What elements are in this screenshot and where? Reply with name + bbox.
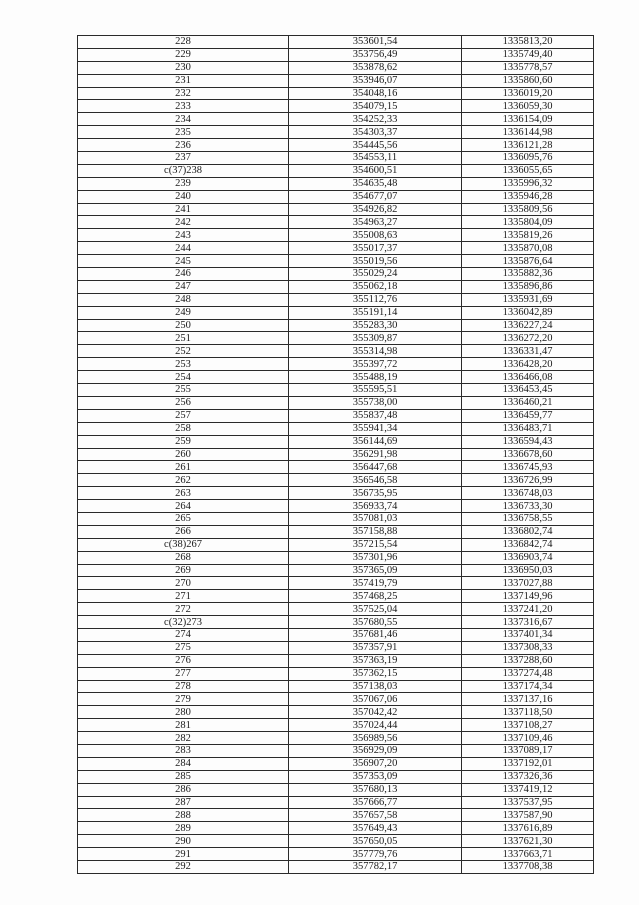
- y-coordinate-cell: 1336842,74: [462, 538, 594, 551]
- y-coordinate-cell: 1335996,32: [462, 177, 594, 190]
- table-row: [78, 164, 594, 177]
- x-coordinate-cell: 357301,96: [289, 551, 462, 564]
- point-number-cell: 280: [78, 706, 289, 719]
- y-coordinate-cell: 1336331,47: [462, 345, 594, 358]
- y-coordinate-cell: 1337663,71: [462, 848, 594, 861]
- x-coordinate-cell: 357353,09: [289, 770, 462, 783]
- point-number-cell: 230: [78, 61, 289, 74]
- y-coordinate-cell: 1337708,38: [462, 861, 594, 874]
- x-coordinate-cell: 357649,43: [289, 822, 462, 835]
- y-coordinate-cell: 1336950,03: [462, 564, 594, 577]
- table-row: [78, 500, 594, 513]
- table-row: [78, 564, 594, 577]
- y-coordinate-cell: 1335946,28: [462, 190, 594, 203]
- x-coordinate-cell: 354600,51: [289, 164, 462, 177]
- table-row: [78, 654, 594, 667]
- point-number-cell: 274: [78, 628, 289, 641]
- point-number-cell: 259: [78, 435, 289, 448]
- point-number-cell: 243: [78, 229, 289, 242]
- y-coordinate-cell: 1336227,24: [462, 319, 594, 332]
- x-coordinate-cell: 354252,33: [289, 113, 462, 126]
- table-row: [78, 551, 594, 564]
- coordinates-table-container: [77, 35, 593, 874]
- x-coordinate-cell: 356933,74: [289, 500, 462, 513]
- x-coordinate-cell: 353878,62: [289, 61, 462, 74]
- point-number-cell: с(32)273: [78, 616, 289, 629]
- point-number-cell: 249: [78, 306, 289, 319]
- point-number-cell: 242: [78, 216, 289, 229]
- point-number-cell: 282: [78, 732, 289, 745]
- point-number-cell: 269: [78, 564, 289, 577]
- table-row: [78, 641, 594, 654]
- y-coordinate-cell: 1337118,50: [462, 706, 594, 719]
- point-number-cell: 284: [78, 757, 289, 770]
- y-coordinate-cell: 1337174,34: [462, 680, 594, 693]
- point-number-cell: 291: [78, 848, 289, 861]
- y-coordinate-cell: 1336019,20: [462, 87, 594, 100]
- x-coordinate-cell: 357081,03: [289, 512, 462, 525]
- table-row: [78, 422, 594, 435]
- y-coordinate-cell: 1336055,65: [462, 164, 594, 177]
- y-coordinate-cell: 1336466,08: [462, 371, 594, 384]
- point-number-cell: 233: [78, 100, 289, 113]
- point-number-cell: 266: [78, 525, 289, 538]
- y-coordinate-cell: 1336460,21: [462, 396, 594, 409]
- y-coordinate-cell: 1337288,60: [462, 654, 594, 667]
- x-coordinate-cell: 356907,20: [289, 757, 462, 770]
- table-row: [78, 744, 594, 757]
- table-row: [78, 616, 594, 629]
- y-coordinate-cell: 1337108,27: [462, 719, 594, 732]
- table-row: [78, 577, 594, 590]
- point-number-cell: с(37)238: [78, 164, 289, 177]
- y-coordinate-cell: 1336272,20: [462, 332, 594, 345]
- table-row: [78, 461, 594, 474]
- point-number-cell: 276: [78, 654, 289, 667]
- x-coordinate-cell: 356447,68: [289, 461, 462, 474]
- y-coordinate-cell: 1337621,30: [462, 835, 594, 848]
- x-coordinate-cell: 355191,14: [289, 306, 462, 319]
- x-coordinate-cell: 355314,98: [289, 345, 462, 358]
- table-row: [78, 371, 594, 384]
- point-number-cell: 290: [78, 835, 289, 848]
- y-coordinate-cell: 1335870,08: [462, 242, 594, 255]
- x-coordinate-cell: 355062,18: [289, 280, 462, 293]
- point-number-cell: 264: [78, 500, 289, 513]
- point-number-cell: с(38)267: [78, 538, 289, 551]
- point-number-cell: 278: [78, 680, 289, 693]
- table-row: [78, 229, 594, 242]
- point-number-cell: 244: [78, 242, 289, 255]
- table-row: [78, 293, 594, 306]
- y-coordinate-cell: 1337192,01: [462, 757, 594, 770]
- table-row: [78, 603, 594, 616]
- y-coordinate-cell: 1337537,95: [462, 796, 594, 809]
- x-coordinate-cell: 355738,00: [289, 396, 462, 409]
- point-number-cell: 248: [78, 293, 289, 306]
- table-row: [78, 177, 594, 190]
- point-number-cell: 281: [78, 719, 289, 732]
- point-number-cell: 241: [78, 203, 289, 216]
- x-coordinate-cell: 356929,09: [289, 744, 462, 757]
- y-coordinate-cell: 1337027,88: [462, 577, 594, 590]
- table-row: [78, 139, 594, 152]
- table-row: [78, 706, 594, 719]
- x-coordinate-cell: 357681,46: [289, 628, 462, 641]
- y-coordinate-cell: 1336726,99: [462, 474, 594, 487]
- point-number-cell: 272: [78, 603, 289, 616]
- x-coordinate-cell: 356144,69: [289, 435, 462, 448]
- y-coordinate-cell: 1336459,77: [462, 409, 594, 422]
- x-coordinate-cell: 357680,55: [289, 616, 462, 629]
- y-coordinate-cell: 1337149,96: [462, 590, 594, 603]
- point-number-cell: 245: [78, 255, 289, 268]
- x-coordinate-cell: 357666,77: [289, 796, 462, 809]
- y-coordinate-cell: 1337241,20: [462, 603, 594, 616]
- point-number-cell: 253: [78, 358, 289, 371]
- table-row: [78, 203, 594, 216]
- y-coordinate-cell: 1337089,17: [462, 744, 594, 757]
- point-number-cell: 240: [78, 190, 289, 203]
- table-row: [78, 152, 594, 165]
- y-coordinate-cell: 1337587,90: [462, 809, 594, 822]
- y-coordinate-cell: 1335882,36: [462, 268, 594, 281]
- point-number-cell: 286: [78, 783, 289, 796]
- table-row: [78, 216, 594, 229]
- x-coordinate-cell: 357468,25: [289, 590, 462, 603]
- table-row: [78, 861, 594, 874]
- y-coordinate-cell: 1335778,57: [462, 61, 594, 74]
- x-coordinate-cell: 357357,91: [289, 641, 462, 654]
- table-row: [78, 719, 594, 732]
- x-coordinate-cell: 356989,56: [289, 732, 462, 745]
- y-coordinate-cell: 1336095,76: [462, 152, 594, 165]
- table-row: [78, 345, 594, 358]
- table-row: [78, 280, 594, 293]
- table-row: [78, 512, 594, 525]
- y-coordinate-cell: 1337137,16: [462, 693, 594, 706]
- point-number-cell: 288: [78, 809, 289, 822]
- point-number-cell: 279: [78, 693, 289, 706]
- table-row: [78, 332, 594, 345]
- point-number-cell: 251: [78, 332, 289, 345]
- point-number-cell: 250: [78, 319, 289, 332]
- y-coordinate-cell: 1337109,46: [462, 732, 594, 745]
- x-coordinate-cell: 357680,13: [289, 783, 462, 796]
- x-coordinate-cell: 353756,49: [289, 48, 462, 61]
- point-number-cell: 289: [78, 822, 289, 835]
- y-coordinate-cell: 1335876,64: [462, 255, 594, 268]
- x-coordinate-cell: 357067,06: [289, 693, 462, 706]
- coordinates-table: [77, 35, 594, 874]
- point-number-cell: 234: [78, 113, 289, 126]
- x-coordinate-cell: 355941,34: [289, 422, 462, 435]
- x-coordinate-cell: 353946,07: [289, 74, 462, 87]
- y-coordinate-cell: 1336042,89: [462, 306, 594, 319]
- table-row: [78, 268, 594, 281]
- table-row: [78, 448, 594, 461]
- point-number-cell: 257: [78, 409, 289, 422]
- table-row: [78, 319, 594, 332]
- point-number-cell: 228: [78, 36, 289, 49]
- point-number-cell: 254: [78, 371, 289, 384]
- y-coordinate-cell: 1336802,74: [462, 525, 594, 538]
- x-coordinate-cell: 357362,15: [289, 667, 462, 680]
- x-coordinate-cell: 357042,42: [289, 706, 462, 719]
- coordinates-table-body: [78, 36, 594, 874]
- point-number-cell: 261: [78, 461, 289, 474]
- table-row: [78, 796, 594, 809]
- y-coordinate-cell: 1336453,45: [462, 384, 594, 397]
- table-row: [78, 628, 594, 641]
- table-row: [78, 487, 594, 500]
- x-coordinate-cell: 354677,07: [289, 190, 462, 203]
- x-coordinate-cell: 355397,72: [289, 358, 462, 371]
- y-coordinate-cell: 1336144,98: [462, 126, 594, 139]
- table-row: [78, 757, 594, 770]
- point-number-cell: 283: [78, 744, 289, 757]
- y-coordinate-cell: 1335860,60: [462, 74, 594, 87]
- x-coordinate-cell: 357363,19: [289, 654, 462, 667]
- x-coordinate-cell: 355837,48: [289, 409, 462, 422]
- table-row: [78, 396, 594, 409]
- x-coordinate-cell: 355029,24: [289, 268, 462, 281]
- point-number-cell: 265: [78, 512, 289, 525]
- y-coordinate-cell: 1336745,93: [462, 461, 594, 474]
- table-row: [78, 255, 594, 268]
- point-number-cell: 262: [78, 474, 289, 487]
- table-row: [78, 113, 594, 126]
- x-coordinate-cell: 357158,88: [289, 525, 462, 538]
- y-coordinate-cell: 1336483,71: [462, 422, 594, 435]
- y-coordinate-cell: 1337326,36: [462, 770, 594, 783]
- x-coordinate-cell: 355019,56: [289, 255, 462, 268]
- y-coordinate-cell: 1336154,09: [462, 113, 594, 126]
- y-coordinate-cell: 1335931,69: [462, 293, 594, 306]
- y-coordinate-cell: 1336059,30: [462, 100, 594, 113]
- x-coordinate-cell: 354445,56: [289, 139, 462, 152]
- table-row: [78, 835, 594, 848]
- x-coordinate-cell: 357138,03: [289, 680, 462, 693]
- table-row: [78, 538, 594, 551]
- x-coordinate-cell: 357779,76: [289, 848, 462, 861]
- table-row: [78, 590, 594, 603]
- x-coordinate-cell: 357365,09: [289, 564, 462, 577]
- point-number-cell: 246: [78, 268, 289, 281]
- table-row: [78, 87, 594, 100]
- y-coordinate-cell: 1336594,43: [462, 435, 594, 448]
- x-coordinate-cell: 356735,95: [289, 487, 462, 500]
- point-number-cell: 275: [78, 641, 289, 654]
- table-row: [78, 667, 594, 680]
- y-coordinate-cell: 1337616,89: [462, 822, 594, 835]
- point-number-cell: 260: [78, 448, 289, 461]
- x-coordinate-cell: 355488,19: [289, 371, 462, 384]
- y-coordinate-cell: 1336758,55: [462, 512, 594, 525]
- point-number-cell: 256: [78, 396, 289, 409]
- x-coordinate-cell: 356546,58: [289, 474, 462, 487]
- table-row: [78, 474, 594, 487]
- point-number-cell: 252: [78, 345, 289, 358]
- table-row: [78, 770, 594, 783]
- table-row: [78, 848, 594, 861]
- table-row: [78, 100, 594, 113]
- point-number-cell: 239: [78, 177, 289, 190]
- x-coordinate-cell: 353601,54: [289, 36, 462, 49]
- table-row: [78, 74, 594, 87]
- point-number-cell: 247: [78, 280, 289, 293]
- y-coordinate-cell: 1337419,12: [462, 783, 594, 796]
- y-coordinate-cell: 1336428,20: [462, 358, 594, 371]
- x-coordinate-cell: 354048,16: [289, 87, 462, 100]
- y-coordinate-cell: 1337401,34: [462, 628, 594, 641]
- y-coordinate-cell: 1336748,03: [462, 487, 594, 500]
- point-number-cell: 263: [78, 487, 289, 500]
- point-number-cell: 237: [78, 152, 289, 165]
- x-coordinate-cell: 354926,82: [289, 203, 462, 216]
- point-number-cell: 231: [78, 74, 289, 87]
- table-row: [78, 693, 594, 706]
- table-row: [78, 306, 594, 319]
- y-coordinate-cell: 1336678,60: [462, 448, 594, 461]
- table-row: [78, 48, 594, 61]
- table-row: [78, 384, 594, 397]
- table-row: [78, 680, 594, 693]
- point-number-cell: 277: [78, 667, 289, 680]
- x-coordinate-cell: 354303,37: [289, 126, 462, 139]
- point-number-cell: 258: [78, 422, 289, 435]
- x-coordinate-cell: 357525,04: [289, 603, 462, 616]
- point-number-cell: 232: [78, 87, 289, 100]
- y-coordinate-cell: 1335819,26: [462, 229, 594, 242]
- table-row: [78, 409, 594, 422]
- y-coordinate-cell: 1336733,30: [462, 500, 594, 513]
- x-coordinate-cell: 355595,51: [289, 384, 462, 397]
- x-coordinate-cell: 357215,54: [289, 538, 462, 551]
- x-coordinate-cell: 357657,58: [289, 809, 462, 822]
- point-number-cell: 287: [78, 796, 289, 809]
- table-row: [78, 242, 594, 255]
- x-coordinate-cell: 354635,48: [289, 177, 462, 190]
- table-row: [78, 190, 594, 203]
- table-row: [78, 36, 594, 49]
- table-row: [78, 358, 594, 371]
- point-number-cell: 229: [78, 48, 289, 61]
- x-coordinate-cell: 355017,37: [289, 242, 462, 255]
- point-number-cell: 271: [78, 590, 289, 603]
- point-number-cell: 285: [78, 770, 289, 783]
- x-coordinate-cell: 356291,98: [289, 448, 462, 461]
- table-row: [78, 126, 594, 139]
- x-coordinate-cell: 355008,63: [289, 229, 462, 242]
- x-coordinate-cell: 355283,30: [289, 319, 462, 332]
- point-number-cell: 236: [78, 139, 289, 152]
- y-coordinate-cell: 1336121,28: [462, 139, 594, 152]
- x-coordinate-cell: 357782,17: [289, 861, 462, 874]
- y-coordinate-cell: 1337308,33: [462, 641, 594, 654]
- y-coordinate-cell: 1335809,56: [462, 203, 594, 216]
- x-coordinate-cell: 357024,44: [289, 719, 462, 732]
- table-row: [78, 435, 594, 448]
- point-number-cell: 270: [78, 577, 289, 590]
- point-number-cell: 268: [78, 551, 289, 564]
- y-coordinate-cell: 1335896,86: [462, 280, 594, 293]
- table-row: [78, 61, 594, 74]
- table-row: [78, 783, 594, 796]
- point-number-cell: 235: [78, 126, 289, 139]
- table-row: [78, 822, 594, 835]
- x-coordinate-cell: 357650,05: [289, 835, 462, 848]
- point-number-cell: 292: [78, 861, 289, 874]
- y-coordinate-cell: 1336903,74: [462, 551, 594, 564]
- x-coordinate-cell: 355309,87: [289, 332, 462, 345]
- point-number-cell: 255: [78, 384, 289, 397]
- x-coordinate-cell: 357419,79: [289, 577, 462, 590]
- y-coordinate-cell: 1335813,20: [462, 36, 594, 49]
- table-row: [78, 525, 594, 538]
- y-coordinate-cell: 1337274,48: [462, 667, 594, 680]
- x-coordinate-cell: 354963,27: [289, 216, 462, 229]
- y-coordinate-cell: 1335804,09: [462, 216, 594, 229]
- y-coordinate-cell: 1337316,67: [462, 616, 594, 629]
- x-coordinate-cell: 355112,76: [289, 293, 462, 306]
- x-coordinate-cell: 354553,11: [289, 152, 462, 165]
- table-row: [78, 732, 594, 745]
- table-row: [78, 809, 594, 822]
- y-coordinate-cell: 1335749,40: [462, 48, 594, 61]
- x-coordinate-cell: 354079,15: [289, 100, 462, 113]
